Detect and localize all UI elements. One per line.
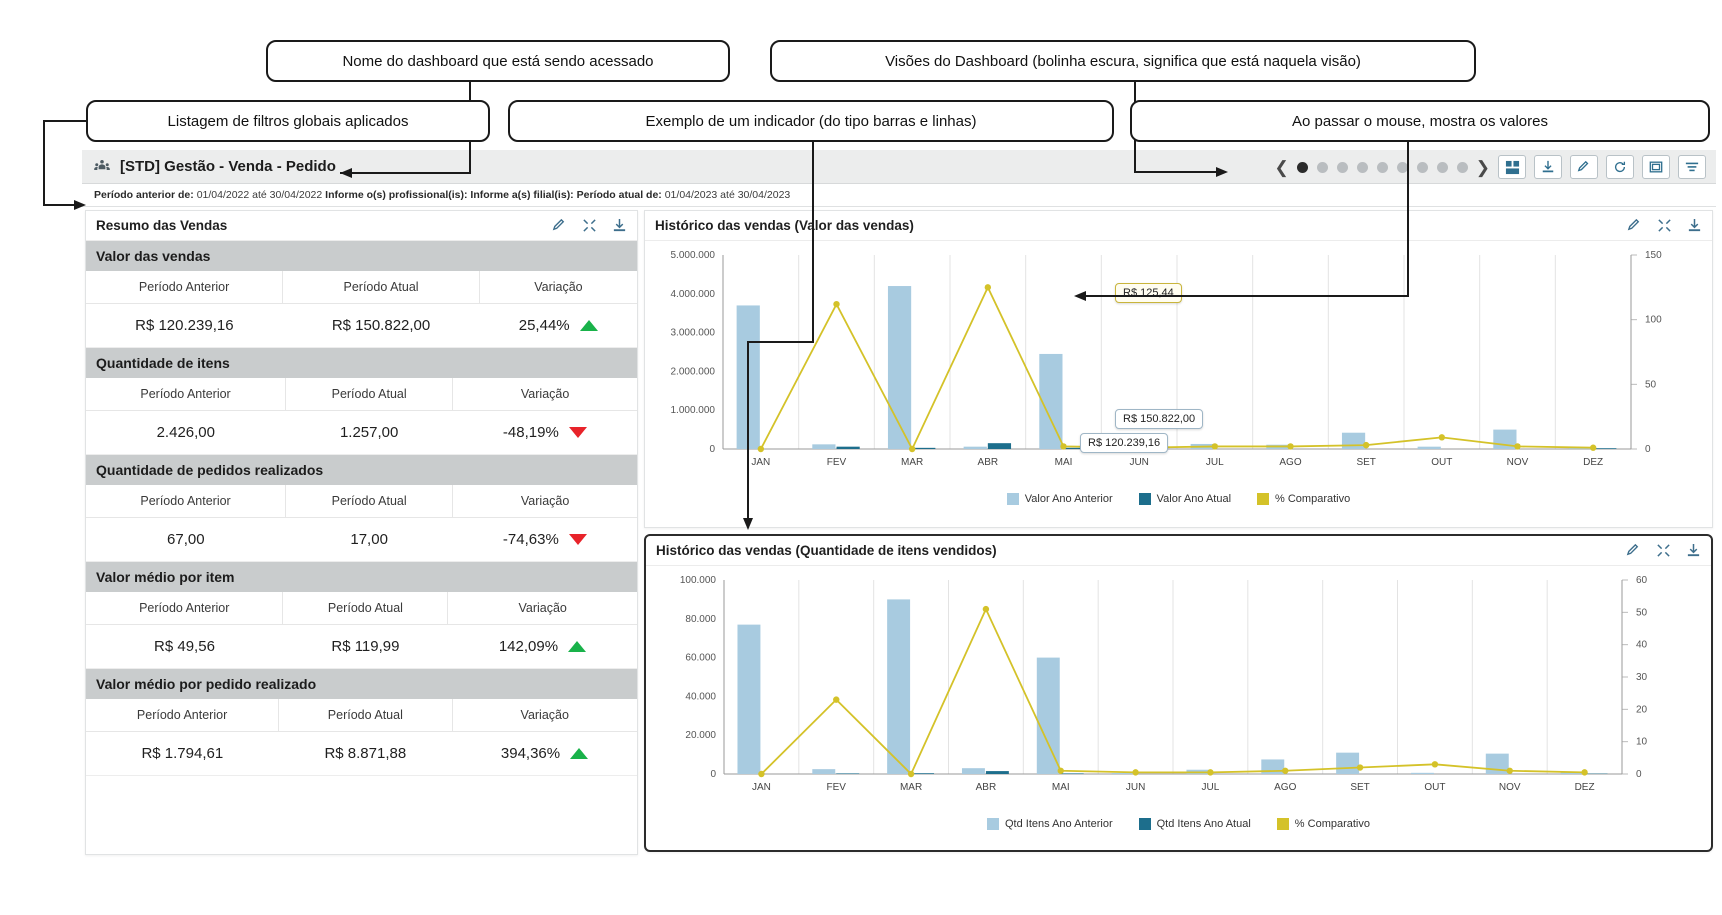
download-icon[interactable] [1685,543,1701,559]
table-row [86,732,637,776]
svg-text:JUN: JUN [1129,457,1149,468]
svg-text:FEV: FEV [826,457,847,468]
header-actions [1275,150,1707,184]
view-dot-9[interactable] [1457,162,1468,173]
arrow-down-icon [569,534,587,545]
legend-item[interactable]: % Comparativo [1277,818,1370,830]
arrow-up-icon [580,320,598,331]
col-periodo-anterior: Período Anterior [86,592,283,625]
annotation-text: Listagem de filtros globais aplicados [167,112,409,130]
kpi-table [86,378,637,455]
kpi-section-title: Quantidade de itens [86,348,637,378]
value-current: R$ 8.871,88 [279,732,452,776]
download-button[interactable] [1534,155,1562,179]
chart-legend-top [645,493,1712,505]
annotation-text: Visões do Dashboard (bolinha escura, significa que está naquela visão) [885,52,1361,70]
layout-button[interactable] [1498,155,1526,179]
annotation-dashboard-views [770,40,1476,82]
col-periodo-anterior: Período Anterior [86,485,286,518]
kpi-section-title: Valor médio por pedido realizado [86,669,637,699]
svg-text:AGO: AGO [1279,457,1302,468]
svg-text:40: 40 [1636,639,1648,651]
people-icon [92,157,112,177]
col-variacao: Variação [479,271,637,304]
panel-tools [1626,218,1702,234]
view-dot-2[interactable] [1317,162,1328,173]
kpi-section-title: Quantidade de pedidos realizados [86,455,637,485]
chart-canvas-bottom[interactable] [646,566,1711,816]
arrow-up-icon [570,748,588,759]
svg-text:AGO: AGO [1274,782,1297,793]
svg-text:0: 0 [709,444,715,455]
filter-label-current: Período atual de: [576,189,662,201]
filter-label-previous: Período anterior de: [94,189,194,201]
value-current: R$ 150.822,00 [283,304,480,348]
view-dot-1[interactable] [1297,162,1308,173]
col-periodo-atual: Período Atual [283,592,448,625]
svg-text:100.000: 100.000 [679,575,716,586]
view-dot-4[interactable] [1357,162,1368,173]
svg-text:80.000: 80.000 [685,613,716,625]
tooltip-valor-anterior: R$ 120.239,16 [1080,433,1168,453]
filter-button[interactable] [1678,155,1706,179]
col-periodo-atual: Período Atual [286,378,453,411]
table-header-row [86,378,637,411]
kpi-section [86,348,637,455]
col-periodo-anterior: Período Anterior [86,271,283,304]
kpi-table [86,271,637,348]
pencil-icon[interactable] [1626,218,1642,234]
panel-header [86,211,637,241]
download-icon[interactable] [1686,218,1702,234]
value-variation: -48,19% [502,424,559,441]
expand-icon[interactable] [1656,218,1672,234]
table-header-row [86,699,637,732]
value-previous: 67,00 [86,518,286,562]
global-filters-bar [82,184,1716,207]
table-row [86,304,637,348]
legend-item[interactable]: Qtd Itens Ano Anterior [987,818,1113,830]
table-header-row [86,271,637,304]
legend-item[interactable]: Valor Ano Anterior [1007,493,1113,505]
svg-text:60: 60 [1636,575,1648,586]
svg-text:60.000: 60.000 [685,652,716,664]
kpi-table [86,699,637,776]
table-header-row [86,592,637,625]
chevron-left-icon[interactable]: ❮ [1274,157,1289,177]
arrow-down-icon [569,427,587,438]
col-variacao: Variação [453,378,637,411]
annotation-text: Exemplo de um indicador (do tipo barras e linhas) [645,112,977,130]
panel-tools [1625,543,1701,559]
panel-title: Resumo das Vendas [96,218,228,233]
filter-label-branch: Informe a(s) filial(is): [470,189,574,201]
table-header-row [86,485,637,518]
svg-text:JUL: JUL [1201,782,1220,793]
col-periodo-atual: Período Atual [279,699,452,732]
legend-item[interactable]: Qtd Itens Ano Atual [1139,818,1251,830]
download-icon[interactable] [611,218,627,234]
filter-label-professional: Informe o(s) profissional(is): [325,189,468,201]
view-dot-7[interactable] [1417,162,1428,173]
value-variation: 25,44% [518,317,570,334]
panel-header [645,211,1712,241]
svg-text:SET: SET [1350,782,1370,793]
svg-text:SET: SET [1356,457,1376,468]
kpi-table [86,485,637,562]
svg-text:NOV: NOV [1498,782,1521,793]
legend-item[interactable]: Valor Ano Atual [1139,493,1231,505]
view-dot-6[interactable] [1397,162,1408,173]
col-periodo-anterior: Período Anterior [86,699,279,732]
col-variacao: Variação [448,592,637,625]
svg-text:0: 0 [710,769,716,780]
kpi-table [86,592,637,669]
panel-historico-valor-das-vendas [644,210,1713,528]
svg-text:ABR: ABR [975,782,997,793]
svg-text:JAN: JAN [751,457,771,468]
panel-tools [551,218,627,234]
page-title: [STD] Gestão - Venda - Pedido [120,158,336,175]
svg-text:DEZ: DEZ [1583,457,1604,468]
present-button[interactable] [1642,155,1670,179]
svg-text:0: 0 [1636,769,1642,780]
legend-item[interactable]: % Comparativo [1257,493,1350,505]
table-row [86,518,637,562]
value-variation: -74,63% [502,531,559,548]
chart-legend-bottom [646,818,1711,830]
panel-title: Histórico das vendas (Quantidade de itens vendidos) [656,543,997,558]
col-periodo-anterior: Período Anterior [86,378,286,411]
value-current: 17,00 [286,518,453,562]
svg-text:JUN: JUN [1125,782,1146,793]
svg-text:40.000: 40.000 [685,691,716,703]
col-periodo-atual: Período Atual [283,271,480,304]
svg-text:OUT: OUT [1431,457,1453,468]
refresh-button[interactable] [1606,155,1634,179]
svg-text:10: 10 [1636,736,1648,748]
expand-icon[interactable] [1655,543,1671,559]
annotation-text: Ao passar o mouse, mostra os valores [1292,112,1548,130]
svg-text:30: 30 [1636,672,1648,683]
view-dot-3[interactable] [1337,162,1348,173]
tooltip-valor-atual: R$ 150.822,00 [1115,409,1203,429]
svg-text:MAR: MAR [899,782,923,793]
value-current: 1.257,00 [286,411,453,455]
annotation-text: Nome do dashboard que está sendo acessado [342,52,654,70]
svg-text:5.000.000: 5.000.000 [670,250,715,261]
svg-text:ABR: ABR [977,457,999,468]
kpi-section [86,669,637,776]
chevron-right-icon[interactable]: ❯ [1475,157,1490,177]
pencil-icon[interactable] [1625,543,1641,559]
value-variation: 394,36% [500,745,561,762]
filter-value-current: 01/04/2023 até 30/04/2023 [664,189,791,201]
svg-text:50: 50 [1636,607,1648,619]
kpi-section-title: Valor médio por item [86,562,637,592]
dashboard-window [82,150,1716,862]
svg-text:1.000.000: 1.000.000 [670,405,715,417]
app-header [82,150,1716,184]
svg-text:3.000.000: 3.000.000 [670,327,715,339]
bar-line-chart-valor[interactable] [653,247,1693,475]
tooltip-percent: R$ 125,44 [1115,283,1182,303]
kpi-section [86,455,637,562]
svg-text:150: 150 [1645,250,1662,261]
kpi-section [86,241,637,348]
value-previous: 2.426,00 [86,411,286,455]
svg-text:OUT: OUT [1424,782,1446,793]
svg-text:2.000.000: 2.000.000 [670,366,715,378]
svg-text:4.000.000: 4.000.000 [670,288,715,300]
kpi-section [86,562,637,669]
svg-text:100: 100 [1645,314,1662,326]
svg-text:JUL: JUL [1205,457,1224,468]
svg-text:DEZ: DEZ [1574,782,1595,793]
col-variacao: Variação [452,699,637,732]
charts-column [638,207,1716,863]
table-row [86,411,637,455]
view-dot-5[interactable] [1377,162,1388,173]
view-dots[interactable] [1297,162,1468,173]
svg-text:20.000: 20.000 [685,730,716,742]
table-row [86,625,637,669]
annotation-global-filters [86,100,490,142]
kpi-section-title: Valor das vendas [86,241,637,271]
svg-text:20: 20 [1636,704,1648,716]
svg-text:JAN: JAN [751,782,771,793]
dashboard-body [82,207,1716,863]
value-previous: R$ 1.794,61 [86,732,279,776]
panel-header [646,536,1711,566]
svg-text:NOV: NOV [1506,457,1529,468]
svg-text:50: 50 [1645,379,1657,391]
svg-text:MAI: MAI [1051,782,1070,793]
expand-icon[interactable] [581,218,597,234]
svg-text:MAR: MAR [901,457,924,468]
panel-historico-quantidade-itens [644,534,1713,852]
value-previous: R$ 120.239,16 [86,304,283,348]
bar-line-chart-quantidade[interactable] [654,572,1684,800]
svg-text:FEV: FEV [826,782,846,793]
chart-canvas-top[interactable] [645,241,1712,491]
col-periodo-atual: Período Atual [286,485,453,518]
value-current: R$ 119,99 [283,625,448,669]
svg-text:MAI: MAI [1054,457,1073,468]
value-previous: R$ 49,56 [86,625,283,669]
arrow-up-icon [568,641,586,652]
annotation-indicator-example [508,100,1114,142]
edit-button[interactable] [1570,155,1598,179]
value-variation: 142,09% [498,638,559,655]
panel-resumo-das-vendas [85,210,638,855]
annotation-hover-values [1130,100,1710,142]
filter-value-previous: 01/04/2022 até 30/04/2022 [196,189,323,201]
view-dot-8[interactable] [1437,162,1448,173]
pencil-icon[interactable] [551,218,567,234]
col-variacao: Variação [453,485,637,518]
annotation-dashboard-name [266,40,730,82]
svg-text:0: 0 [1645,444,1651,455]
panel-title: Histórico das vendas (Valor das vendas) [655,218,914,233]
